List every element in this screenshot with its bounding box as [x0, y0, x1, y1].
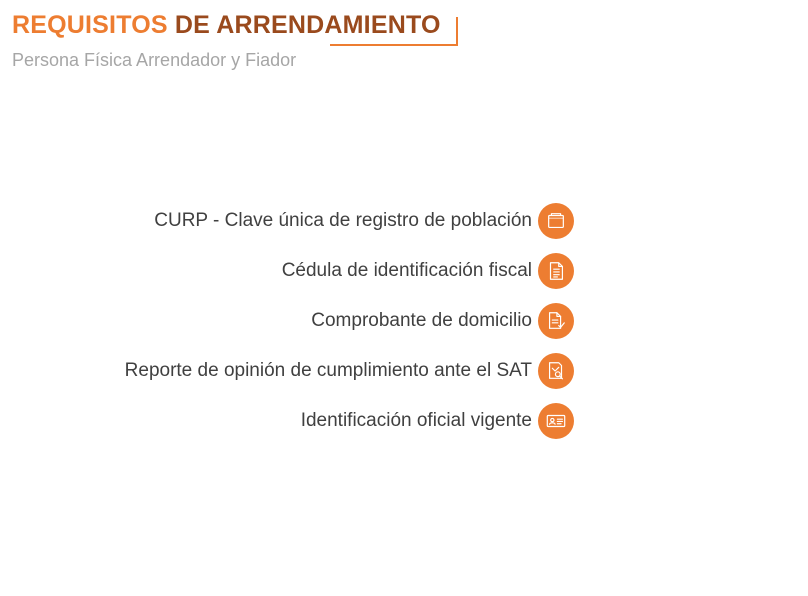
requirement-label: Identificación oficial vigente	[300, 410, 532, 431]
requirement-comprobante-domicilio	[0, 296, 808, 346]
requirement-badge	[538, 403, 574, 439]
requirement-badge	[538, 303, 574, 339]
requirement-label: Cédula de identificación fiscal	[281, 260, 532, 281]
requirement-cedula-fiscal	[0, 246, 808, 296]
title-word-requisitos: REQUISITOS	[12, 11, 168, 39]
requirement-badge	[538, 253, 574, 289]
id-folder-icon	[545, 210, 567, 232]
requirements-list	[0, 196, 808, 446]
requirement-badge	[538, 203, 574, 239]
id-card-icon	[545, 410, 567, 432]
page-title	[12, 10, 441, 40]
requirement-identificacion-oficial	[0, 396, 808, 446]
title-corner-line	[456, 17, 458, 46]
title-underline	[330, 44, 458, 46]
page-subtitle: Persona Física Arrendador y Fiador	[12, 50, 297, 70]
requirement-label: Comprobante de domicilio	[311, 310, 532, 331]
requirement-opinion-sat	[0, 346, 808, 396]
report-search-icon	[545, 360, 567, 382]
document-icon	[545, 260, 567, 282]
requirement-curp	[0, 196, 808, 246]
document-check-icon	[545, 310, 567, 332]
requirement-label: CURP - Clave única de registro de población	[154, 210, 532, 231]
requirement-badge	[538, 353, 574, 389]
requirement-label: Reporte de opinión de cumplimiento ante el SAT	[124, 360, 532, 381]
title-word-arrendamiento: DE ARRENDAMIENTO	[174, 11, 441, 39]
